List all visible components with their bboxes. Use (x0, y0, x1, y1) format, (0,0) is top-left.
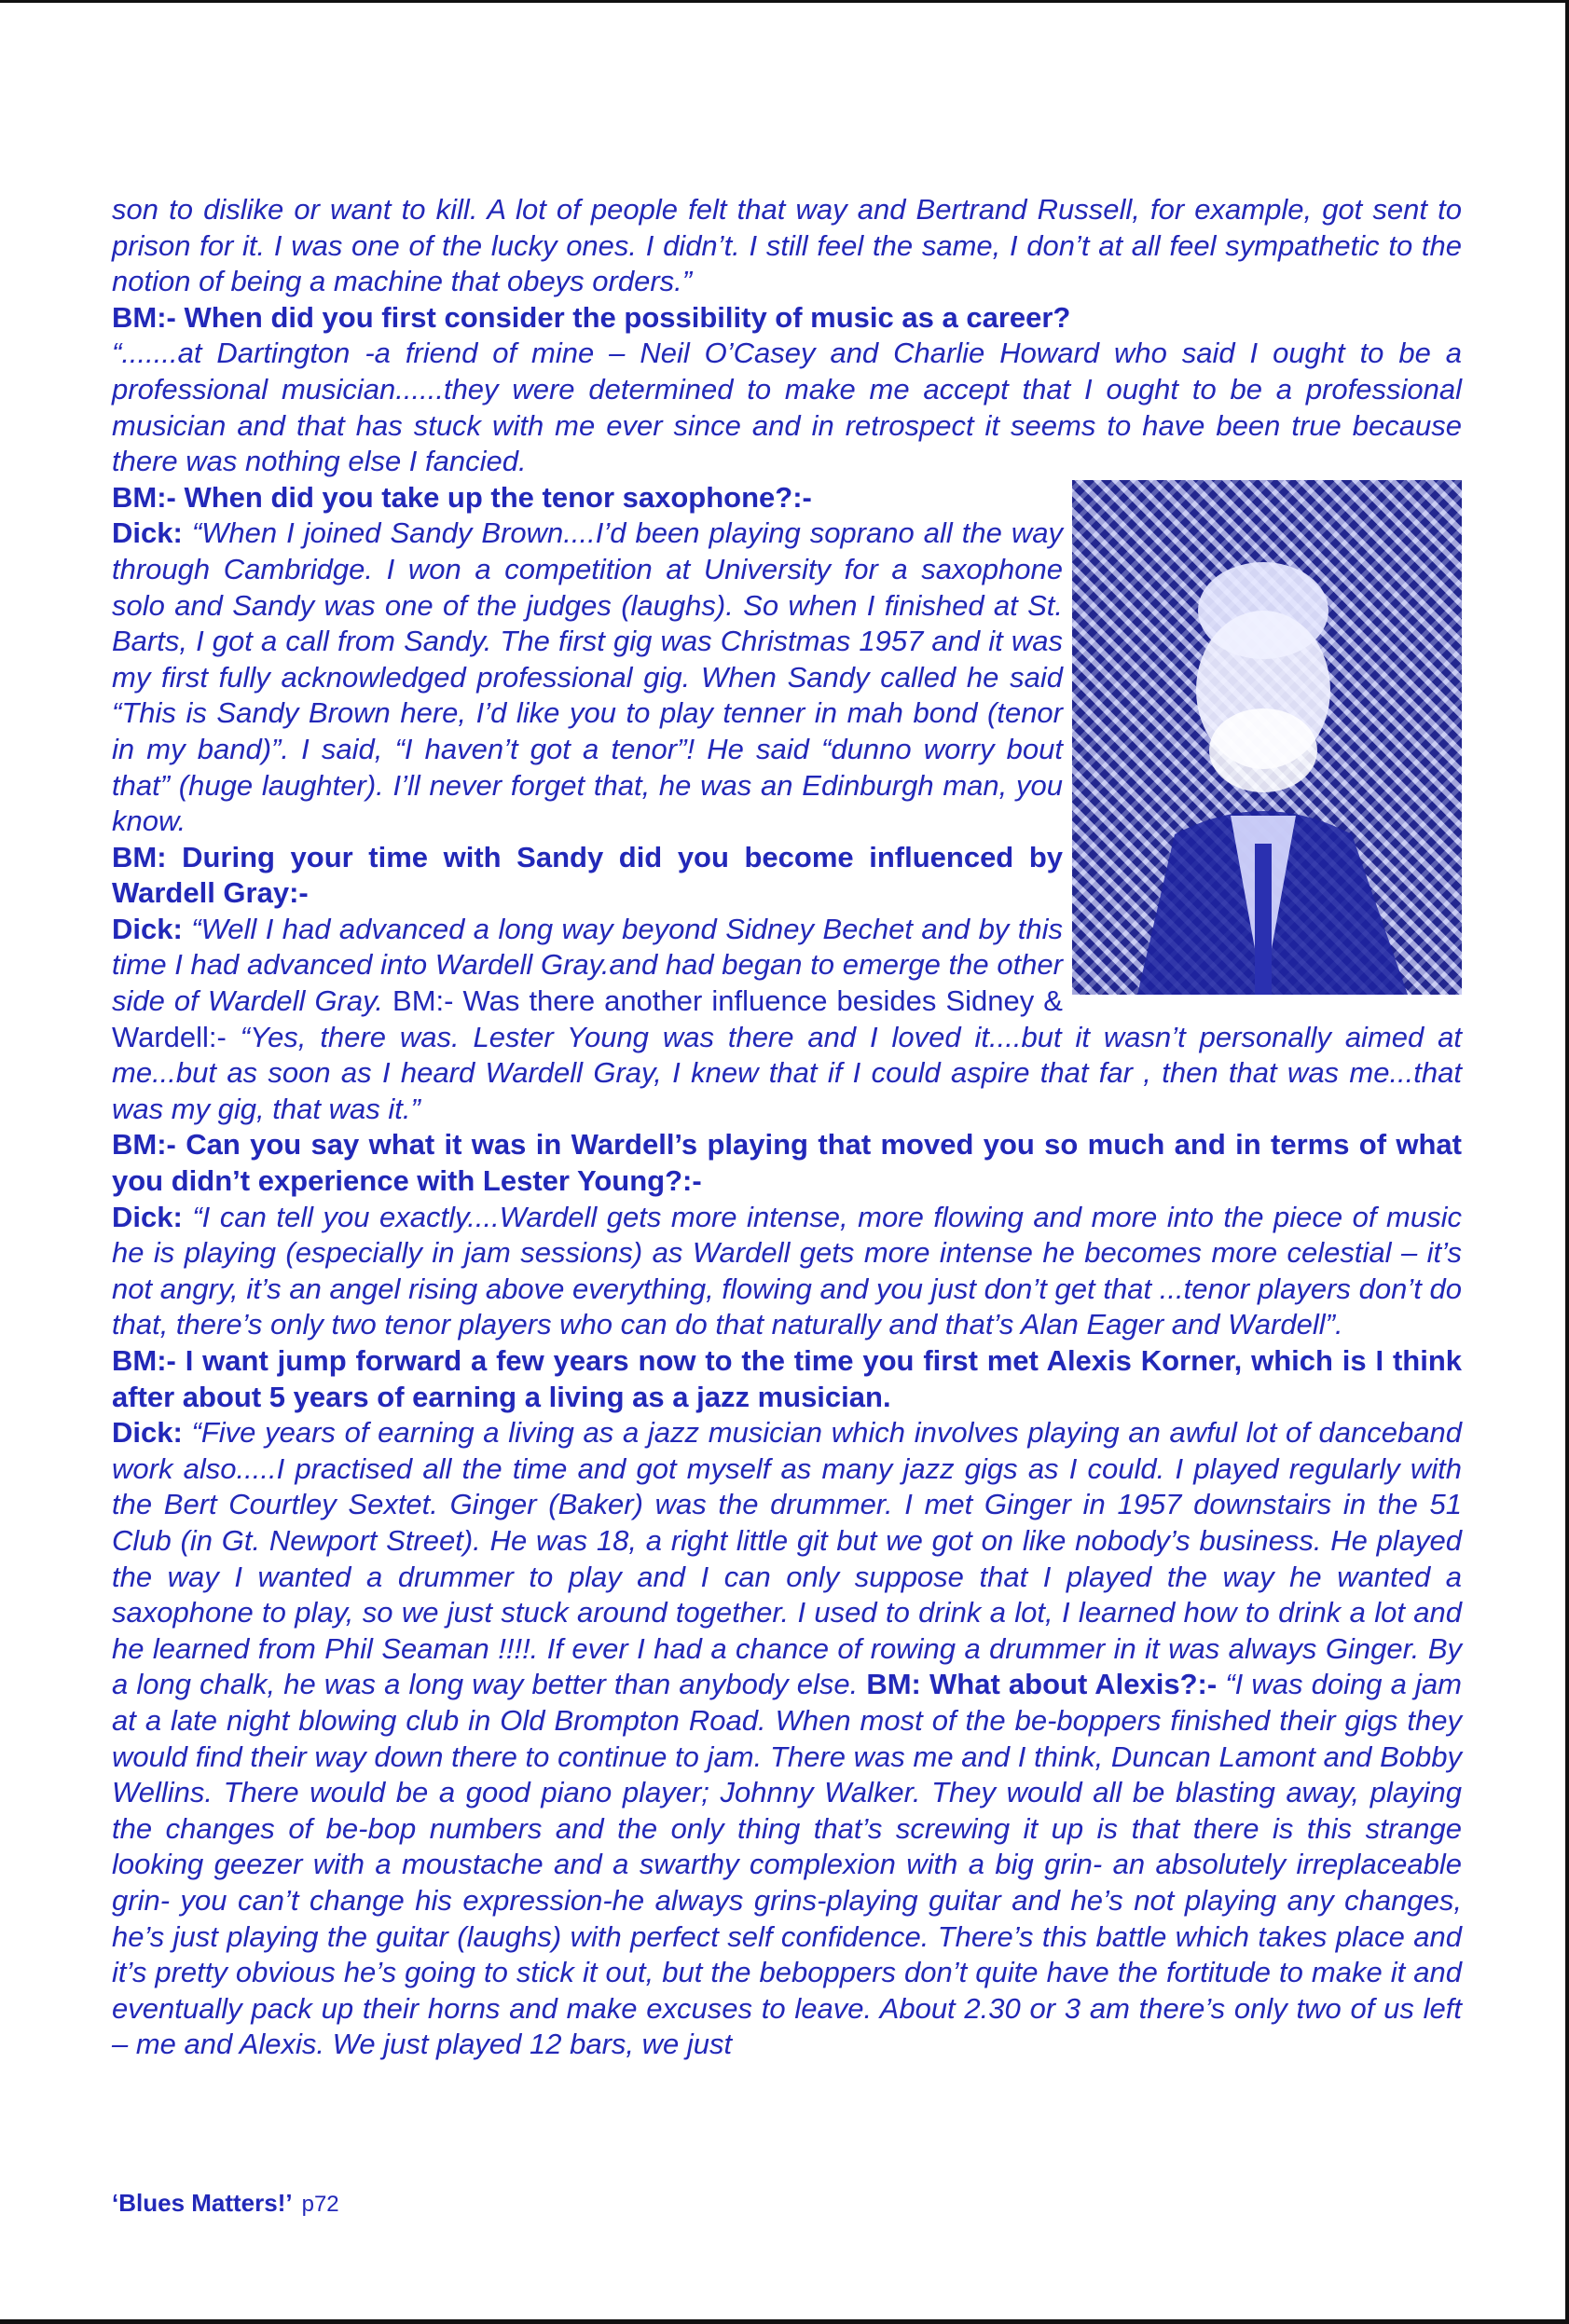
question-korner: BM:- I want jump forward a few years now to the time you first met Alexis Korner, which is I think after about 5 years of earning a living as a jazz musician. (112, 1344, 1462, 1413)
answer-influence-text: “Yes, there was. Lester Young was there and I loved it....but it wasn’t personally aimed at me...but as soon as I heard Wardell Gray, I knew that if I could aspire that far , then that was me...that was my gig, that was it.” (112, 1020, 1462, 1125)
speaker-label: Dick: (112, 912, 183, 945)
page-border-bottom (0, 2319, 1569, 2324)
answer-lester-text: “I can tell you exactly....Wardell gets more intense, more flowing and more into the piece of music he is playing (especially in jam sessions) as Wardell gets more intense he becomes more celestial – it’s not angry, it’s an angel rising above everything, flowing and you just don’t get that ...tenor players don’t do that, there’s only two tenor players who can do that naturally and that’s Alan Eager and Wardell”. (112, 1200, 1462, 1341)
question-tenor: BM:- When did you take up the tenor saxophone?:- (112, 480, 812, 514)
speaker-label: Dick: (112, 1200, 183, 1233)
portrait-figure (1072, 480, 1462, 995)
speaker-label: Dick: (112, 1416, 183, 1450)
answer-wardell-text: “Well I had advanced a long way beyond Sidney Bechet and by this time I had advanced into Wardell Gray.and had began to emerge the other side of Wardell Gray. (112, 912, 1063, 1018)
page-border-right (1565, 0, 1569, 2324)
article-body (112, 192, 1462, 2063)
question-lester: BM:- Can you say what it was in Wardell’s playing that moved you so much and in terms of what you didn’t experience with Lester Young?:- (112, 1128, 1462, 1198)
page-border-top (0, 0, 1569, 3)
speaker-label: Dick: (112, 516, 183, 550)
question-inline-influence: BM:- Was there another influence besides Sidney & Wardell:- (112, 984, 1063, 1053)
question-career: BM:- When did you first consider the possibility of music as a career? (112, 300, 1071, 334)
answer-lester (112, 1200, 1462, 1343)
magazine-name: ‘Blues Matters!’ (112, 2189, 293, 2217)
answer-korner-text: “Five years of earning a living as a jazz musician which involves playing an awful lot of danceband work also.....I practised all the time and got myself as many jazz gigs as I could. I played regularly with the Bert Courtley Sextet. Ginger (Baker) was the drummer. I met Ginger in 1957 downstairs in the 51 Club (in Gt. Newport Street). He was 18, a right little git but we got on like nobody’s business. He played the way I wanted a drummer to play and I can only suppose that I played the way he wanted a saxophone to play, so we just stuck around together. I used to drink a lot, I learned how to drink a lot and he learned from Phil Seaman !!!!. If ever I had a chance of rowing a drummer in it was always Ginger. By a long chalk, he was a long way better than anybody else. (112, 1416, 1462, 1701)
question-wardell: BM: During your time with Sandy did you become influenced by Wardell Gray:- (112, 840, 1063, 910)
question-inline-alexis: BM: What about Alexis?:- (866, 1668, 1218, 1701)
page-number: p72 (301, 2192, 339, 2217)
page-footer (112, 2189, 339, 2218)
paragraph-1: son to dislike or want to kill. A lot of people felt that way and Bertrand Russell, for example, got sent to prison for it. I was one of the lucky ones. I didn’t. I still feel the same, I don’t at all feel sympathetic to the notion of being a machine that obeys orders.” (112, 193, 1462, 298)
portrait-photo (1072, 480, 1462, 995)
answer-alexis-text: “I was doing a jam at a late night blowing club in Old Brompton Road. When most of the be-boppers finished their gigs they would find their way down there to continue to jam. There was me and I think, Duncan Lamont and Bobby Wellins. There would be a good piano player; Johnny Walker. They would all be blasting away, playing the changes of be-bop numbers and the only thing that’s screwing it up is that there is this strange looking geezer with a moustache and a swarthy complexion with a big grin- an absolutely irreplaceable grin- you can’t change his expression-he always grins-playing guitar and he’s not playing any changes, he’s just playing the guitar (laughs) with perfect self confidence. There’s this battle which takes place and it’s pretty obvious he’s going to stick it out, but the beboppers don’t quite have the fortitude to make it and eventually pack up their horns and make excuses to leave. About 2.30 or 3 am there’s only two of us left – me and Alexis. We just played 12 bars, we just (112, 1668, 1462, 2061)
answer-korner (112, 1415, 1462, 2063)
answer-career: “.......at Dartington -a friend of mine – Neil O’Casey and Charlie Howard who said I ought to be a professional musician......they were determined to make me accept that I ought to be a professional musician and that has stuck with me ever since and in retrospect it seems to have been true because there was nothing else I fancied. (112, 337, 1462, 478)
answer-tenor-text: “When I joined Sandy Brown....I’d been playing soprano all the way through Cambridge. I won a competition at University for a saxophone solo and Sandy was one of the judges (laughs). So when I finished at St. Barts, I got a call from Sandy. The first gig was Christmas 1957 and it was my first fully acknowledged professional gig. When Sandy called he said “This is Sandy Brown here, I’d like you to play tenner in mah bond (tenor in my band)”. I said, “I haven’t got a tenor”! He said “dunno worry bout that” (huge laughter). I’ll never forget that, he was an Edinburgh man, you know. (112, 516, 1063, 838)
